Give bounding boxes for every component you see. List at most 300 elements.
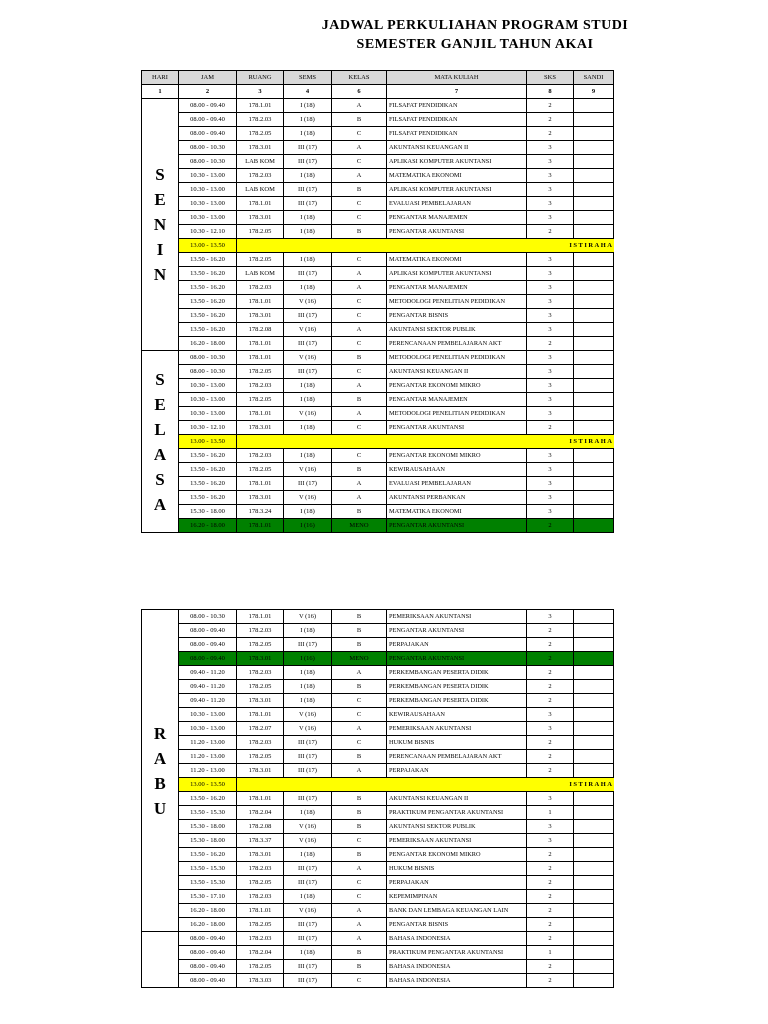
time-cell: 08.00 - 10.30 — [179, 141, 237, 155]
semester-cell: I (18) — [284, 806, 332, 820]
room-cell: 178.1.01 — [237, 610, 284, 624]
room-cell: 178.1.01 — [237, 904, 284, 918]
time-cell: 08.00 - 09.40 — [179, 974, 237, 988]
course-cell: HUKUM BISNIS — [387, 736, 527, 750]
room-cell: 178.3.01 — [237, 652, 284, 666]
code-cell — [574, 694, 614, 708]
course-cell: KEPEMIMPINAN — [387, 890, 527, 904]
room-cell: 178.2.05 — [237, 750, 284, 764]
code-cell — [574, 463, 614, 477]
schedule-row — [142, 764, 614, 778]
code-cell — [574, 638, 614, 652]
credit-cell: 2 — [527, 680, 574, 694]
code-cell — [574, 197, 614, 211]
class-cell: A — [332, 904, 387, 918]
schedule-row — [142, 722, 614, 736]
code-cell — [574, 750, 614, 764]
credit-cell: 2 — [527, 876, 574, 890]
time-cell: 13.50 - 16.20 — [179, 253, 237, 267]
class-cell: C — [332, 337, 387, 351]
schedule-row — [142, 946, 614, 960]
credit-cell: 2 — [527, 421, 574, 435]
room-cell: LAB KOM — [237, 183, 284, 197]
class-cell: A — [332, 862, 387, 876]
credit-cell: 3 — [527, 323, 574, 337]
course-cell: BAHASA INDONESIA — [387, 974, 527, 988]
time-cell: 10.30 - 13.00 — [179, 708, 237, 722]
class-cell: C — [332, 421, 387, 435]
semester-cell: I (18) — [284, 890, 332, 904]
class-cell: B — [332, 750, 387, 764]
class-cell: B — [332, 463, 387, 477]
time-cell: 08.00 - 09.40 — [179, 932, 237, 946]
day-label: S E N I N — [142, 99, 179, 351]
code-cell — [574, 253, 614, 267]
time-cell: 16.20 - 18.00 — [179, 337, 237, 351]
course-cell: METODOLOGI PENELITIAN PEDIDIKAN — [387, 407, 527, 421]
room-cell: 178.1.01 — [237, 407, 284, 421]
code-cell — [574, 477, 614, 491]
semester-cell: III (17) — [284, 638, 332, 652]
room-cell: 178.3.01 — [237, 491, 284, 505]
schedule-row — [142, 624, 614, 638]
credit-cell: 2 — [527, 974, 574, 988]
header-number: 3 — [237, 85, 284, 99]
semester-cell: I (18) — [284, 694, 332, 708]
course-cell: MATEMATIKA EKONOMI — [387, 169, 527, 183]
time-cell: 10.30 - 13.00 — [179, 722, 237, 736]
semester-cell: V (16) — [284, 491, 332, 505]
credit-cell: 3 — [527, 351, 574, 365]
code-cell — [574, 127, 614, 141]
time-cell: 10.30 - 13.00 — [179, 407, 237, 421]
credit-cell: 3 — [527, 792, 574, 806]
semester-cell: V (16) — [284, 295, 332, 309]
semester-cell: III (17) — [284, 141, 332, 155]
schedule-row — [142, 155, 614, 169]
code-cell — [574, 407, 614, 421]
schedule-row — [142, 491, 614, 505]
semester-cell: III (17) — [284, 862, 332, 876]
credit-cell: 2 — [527, 113, 574, 127]
code-cell — [574, 736, 614, 750]
course-cell: KEWIRAUSAHAAN — [387, 463, 527, 477]
class-cell: B — [332, 624, 387, 638]
class-cell: B — [332, 960, 387, 974]
code-cell — [574, 113, 614, 127]
page-title: JADWAL PERKULIAHAN PROGRAM STUDI — [321, 18, 629, 33]
schedule-row — [142, 750, 614, 764]
class-cell: C — [332, 876, 387, 890]
break-label: ISTIRAHA — [237, 239, 614, 253]
schedule-row — [142, 610, 614, 624]
class-cell: A — [332, 379, 387, 393]
break-label: ISTIRAHA — [237, 778, 614, 792]
semester-cell: I (18) — [284, 848, 332, 862]
time-cell: 13.50 - 16.20 — [179, 267, 237, 281]
credit-cell: 2 — [527, 337, 574, 351]
room-cell: 178.2.05 — [237, 225, 284, 239]
class-cell: A — [332, 281, 387, 295]
room-cell: 178.3.37 — [237, 834, 284, 848]
room-cell: 178.2.03 — [237, 862, 284, 876]
semester-cell: III (17) — [284, 309, 332, 323]
semester-cell: V (16) — [284, 323, 332, 337]
code-cell — [574, 820, 614, 834]
time-cell: 09.40 - 11.20 — [179, 666, 237, 680]
code-cell — [574, 365, 614, 379]
credit-cell: 1 — [527, 806, 574, 820]
code-cell — [574, 848, 614, 862]
class-cell: A — [332, 323, 387, 337]
credit-cell: 3 — [527, 834, 574, 848]
room-cell: 178.2.03 — [237, 736, 284, 750]
credit-cell: 2 — [527, 99, 574, 113]
room-cell: 178.3.01 — [237, 309, 284, 323]
time-cell: 10.30 - 13.00 — [179, 379, 237, 393]
schedule-row — [142, 211, 614, 225]
code-cell — [574, 708, 614, 722]
course-cell: HUKUM BISNIS — [387, 862, 527, 876]
credit-cell: 3 — [527, 407, 574, 421]
code-cell — [574, 764, 614, 778]
class-cell: B — [332, 848, 387, 862]
course-cell: AKUNTANSI PERBANKAN — [387, 491, 527, 505]
schedule-row — [142, 918, 614, 932]
semester-cell: III (17) — [284, 365, 332, 379]
time-cell: 08.00 - 10.30 — [179, 365, 237, 379]
class-cell: C — [332, 890, 387, 904]
class-cell: A — [332, 267, 387, 281]
class-cell: B — [332, 806, 387, 820]
code-cell — [574, 99, 614, 113]
semester-cell: III (17) — [284, 792, 332, 806]
time-cell: 10.30 - 13.00 — [179, 393, 237, 407]
time-cell: 13.50 - 16.20 — [179, 281, 237, 295]
time-cell: 10.30 - 13.00 — [179, 211, 237, 225]
code-cell — [574, 792, 614, 806]
credit-cell: 2 — [527, 666, 574, 680]
code-cell — [574, 918, 614, 932]
time-cell: 08.00 - 09.40 — [179, 99, 237, 113]
code-cell — [574, 519, 614, 533]
course-cell: PENGANTAR AKUNTANSI — [387, 421, 527, 435]
semester-cell: V (16) — [284, 834, 332, 848]
credit-cell: 2 — [527, 750, 574, 764]
code-cell — [574, 225, 614, 239]
semester-cell: V (16) — [284, 463, 332, 477]
time-cell: 09.40 - 11.20 — [179, 694, 237, 708]
schedule-row — [142, 309, 614, 323]
semester-cell: I (18) — [284, 624, 332, 638]
course-cell: KEWIRAUSAHAAN — [387, 708, 527, 722]
code-cell — [574, 323, 614, 337]
course-cell: AKUNTANSI KEUANGAN II — [387, 792, 527, 806]
room-cell: 178.2.05 — [237, 127, 284, 141]
course-cell: AKUNTANSI SEKTOR PUBLIK — [387, 323, 527, 337]
class-cell: C — [332, 197, 387, 211]
schedule-row — [142, 694, 614, 708]
credit-cell: 3 — [527, 477, 574, 491]
code-cell — [574, 337, 614, 351]
class-cell: A — [332, 666, 387, 680]
semester-cell: I (18) — [284, 379, 332, 393]
header-number: 6 — [332, 85, 387, 99]
room-cell: 178.2.05 — [237, 463, 284, 477]
room-cell: 178.1.01 — [237, 295, 284, 309]
time-cell: 08.00 - 09.40 — [179, 113, 237, 127]
schedule-row — [142, 463, 614, 477]
credit-cell: 3 — [527, 708, 574, 722]
schedule-row — [142, 113, 614, 127]
class-cell: MENO — [332, 652, 387, 666]
schedule-row — [142, 407, 614, 421]
time-cell: 13.50 - 15.30 — [179, 876, 237, 890]
semester-cell: I (18) — [284, 946, 332, 960]
room-cell: 178.2.03 — [237, 624, 284, 638]
room-cell: 178.3.03 — [237, 974, 284, 988]
credit-cell: 3 — [527, 169, 574, 183]
schedule-row — [142, 379, 614, 393]
code-cell — [574, 624, 614, 638]
course-cell: FILSAFAT PENDIDIKAN — [387, 127, 527, 141]
semester-cell: III (17) — [284, 183, 332, 197]
credit-cell: 3 — [527, 393, 574, 407]
header-number: 7 — [387, 85, 527, 99]
semester-cell: I (18) — [284, 113, 332, 127]
code-cell — [574, 491, 614, 505]
course-cell: PENGANTAR MANAJEMEN — [387, 211, 527, 225]
time-cell: 13.50 - 15.30 — [179, 806, 237, 820]
semester-cell: V (16) — [284, 904, 332, 918]
course-cell: PRAKTIKUM PENGANTAR AKUNTANSI — [387, 806, 527, 820]
room-cell: 178.2.05 — [237, 876, 284, 890]
course-cell: AKUNTANSI SEKTOR PUBLIK — [387, 820, 527, 834]
code-cell — [574, 393, 614, 407]
time-cell: 13.50 - 16.20 — [179, 491, 237, 505]
room-cell: 178.2.03 — [237, 281, 284, 295]
class-cell: C — [332, 365, 387, 379]
semester-cell: III (17) — [284, 750, 332, 764]
course-cell: PERPAJAKAN — [387, 876, 527, 890]
header-cell: SKS — [527, 71, 574, 85]
semester-cell: I (18) — [284, 253, 332, 267]
semester-cell: I (18) — [284, 281, 332, 295]
time-cell: 10.30 - 13.00 — [179, 183, 237, 197]
schedule-row — [142, 820, 614, 834]
day-label: R A B U — [142, 610, 179, 932]
schedule-table-2 — [141, 609, 614, 988]
room-cell: 178.2.05 — [237, 680, 284, 694]
room-cell: 178.3.01 — [237, 141, 284, 155]
schedule-row — [142, 505, 614, 519]
class-cell: B — [332, 610, 387, 624]
class-cell: B — [332, 225, 387, 239]
credit-cell: 3 — [527, 253, 574, 267]
semester-cell: III (17) — [284, 197, 332, 211]
credit-cell: 2 — [527, 652, 574, 666]
class-cell: A — [332, 764, 387, 778]
course-cell: PENGANTAR BISNIS — [387, 309, 527, 323]
room-cell: 178.3.01 — [237, 764, 284, 778]
schedule-row — [142, 323, 614, 337]
code-cell — [574, 169, 614, 183]
course-cell: BAHASA INDONESIA — [387, 960, 527, 974]
time-cell: 13.50 - 16.20 — [179, 463, 237, 477]
time-cell: 08.00 - 09.40 — [179, 127, 237, 141]
schedule-row — [142, 848, 614, 862]
course-cell: APLIKASI KOMPUTER AKUNTANSI — [387, 267, 527, 281]
schedule-row — [142, 127, 614, 141]
schedule-row — [142, 421, 614, 435]
time-cell: 08.00 - 09.40 — [179, 638, 237, 652]
course-cell: METODOLOGI PENELITIAN PEDIDIKAN — [387, 295, 527, 309]
class-cell: C — [332, 309, 387, 323]
header-cell: HARI — [142, 71, 179, 85]
room-cell: 178.2.03 — [237, 890, 284, 904]
course-cell: AKUNTANSI KEUANGAN II — [387, 141, 527, 155]
credit-cell: 1 — [527, 946, 574, 960]
code-cell — [574, 890, 614, 904]
semester-cell: I (18) — [284, 505, 332, 519]
code-cell — [574, 267, 614, 281]
class-cell: B — [332, 680, 387, 694]
semester-cell: V (16) — [284, 351, 332, 365]
class-cell: A — [332, 477, 387, 491]
header-number: 9 — [574, 85, 614, 99]
credit-cell: 2 — [527, 225, 574, 239]
schedule-row — [142, 974, 614, 988]
code-cell — [574, 722, 614, 736]
course-cell: PENGANTAR AKUNTANSI — [387, 225, 527, 239]
semester-cell: III (17) — [284, 960, 332, 974]
credit-cell: 2 — [527, 638, 574, 652]
break-time: 13.00 - 13.50 — [179, 239, 237, 253]
time-cell: 16.20 - 18.00 — [179, 904, 237, 918]
time-cell: 11.20 - 13.00 — [179, 750, 237, 764]
schedule-row — [142, 932, 614, 946]
course-cell: PENGANTAR MANAJEMEN — [387, 281, 527, 295]
room-cell: 178.2.05 — [237, 960, 284, 974]
break-time: 13.00 - 13.50 — [179, 778, 237, 792]
course-cell: BANK DAN LEMBAGA KEUANGAN LAIN — [387, 904, 527, 918]
break-label: ISTIRAHA — [237, 435, 614, 449]
credit-cell: 3 — [527, 491, 574, 505]
class-cell: C — [332, 449, 387, 463]
course-cell: PERPAJAKAN — [387, 764, 527, 778]
header-cell: KELAS — [332, 71, 387, 85]
room-cell: 178.2.03 — [237, 932, 284, 946]
room-cell: 178.2.05 — [237, 253, 284, 267]
semester-cell: III (17) — [284, 155, 332, 169]
time-cell: 08.00 - 09.40 — [179, 624, 237, 638]
page-subtitle: SEMESTER GANJIL TAHUN AKAI — [356, 37, 594, 52]
time-cell: 11.20 - 13.00 — [179, 764, 237, 778]
time-cell: 13.50 - 15.30 — [179, 862, 237, 876]
time-cell: 13.50 - 16.20 — [179, 792, 237, 806]
code-cell — [574, 666, 614, 680]
course-cell: PENGANTAR MANAJEMEN — [387, 393, 527, 407]
schedule-row — [142, 638, 614, 652]
credit-cell: 2 — [527, 862, 574, 876]
room-cell: 178.2.05 — [237, 393, 284, 407]
schedule-row — [142, 281, 614, 295]
room-cell: 178.2.04 — [237, 806, 284, 820]
code-cell — [574, 183, 614, 197]
semester-cell: III (17) — [284, 736, 332, 750]
semester-cell: I (18) — [284, 99, 332, 113]
room-cell: 178.2.03 — [237, 666, 284, 680]
time-cell: 15.30 - 18.00 — [179, 505, 237, 519]
credit-cell: 2 — [527, 932, 574, 946]
time-cell: 08.00 - 10.30 — [179, 351, 237, 365]
credit-cell: 3 — [527, 309, 574, 323]
credit-cell: 3 — [527, 281, 574, 295]
class-cell: B — [332, 183, 387, 197]
room-cell: 178.1.01 — [237, 351, 284, 365]
time-cell: 10.30 - 12.10 — [179, 225, 237, 239]
room-cell: 178.2.03 — [237, 379, 284, 393]
time-cell: 10.30 - 13.00 — [179, 169, 237, 183]
code-cell — [574, 680, 614, 694]
time-cell: 08.00 - 09.40 — [179, 652, 237, 666]
code-cell — [574, 379, 614, 393]
class-cell: C — [332, 694, 387, 708]
time-cell: 15.30 - 17.10 — [179, 890, 237, 904]
semester-cell: V (16) — [284, 820, 332, 834]
credit-cell: 3 — [527, 610, 574, 624]
schedule-row — [142, 393, 614, 407]
schedule-row — [142, 904, 614, 918]
course-cell: PENGANTAR BISNIS — [387, 918, 527, 932]
credit-cell: 3 — [527, 197, 574, 211]
credit-cell: 3 — [527, 505, 574, 519]
break-time: 13.00 - 13.50 — [179, 435, 237, 449]
code-cell — [574, 281, 614, 295]
room-cell: 178.3.24 — [237, 505, 284, 519]
schedule-row — [142, 834, 614, 848]
room-cell: LAB KOM — [237, 267, 284, 281]
class-cell: C — [332, 295, 387, 309]
course-cell: PERKEMBANGAN PESERTA DIDIK — [387, 680, 527, 694]
class-cell: C — [332, 736, 387, 750]
time-cell: 13.50 - 16.20 — [179, 449, 237, 463]
credit-cell: 3 — [527, 379, 574, 393]
course-cell: PERKEMBANGAN PESERTA DIDIK — [387, 666, 527, 680]
class-cell: A — [332, 491, 387, 505]
code-cell — [574, 309, 614, 323]
schedule-row — [142, 141, 614, 155]
room-cell: 178.2.03 — [237, 113, 284, 127]
course-cell: PEMERIKSAAN AKUNTANSI — [387, 722, 527, 736]
time-cell: 08.00 - 09.40 — [179, 946, 237, 960]
time-cell: 15.30 - 18.00 — [179, 820, 237, 834]
header-number: 8 — [527, 85, 574, 99]
schedule-row — [142, 197, 614, 211]
credit-cell: 2 — [527, 904, 574, 918]
course-cell: APLIKASI KOMPUTER AKUNTANSI — [387, 183, 527, 197]
code-cell — [574, 904, 614, 918]
class-cell: C — [332, 974, 387, 988]
semester-cell: III (17) — [284, 974, 332, 988]
time-cell: 08.00 - 10.30 — [179, 155, 237, 169]
schedule-row — [142, 666, 614, 680]
schedule-row — [142, 960, 614, 974]
code-cell — [574, 421, 614, 435]
credit-cell: 2 — [527, 764, 574, 778]
semester-cell: I (18) — [284, 449, 332, 463]
room-cell: 178.1.01 — [237, 519, 284, 533]
